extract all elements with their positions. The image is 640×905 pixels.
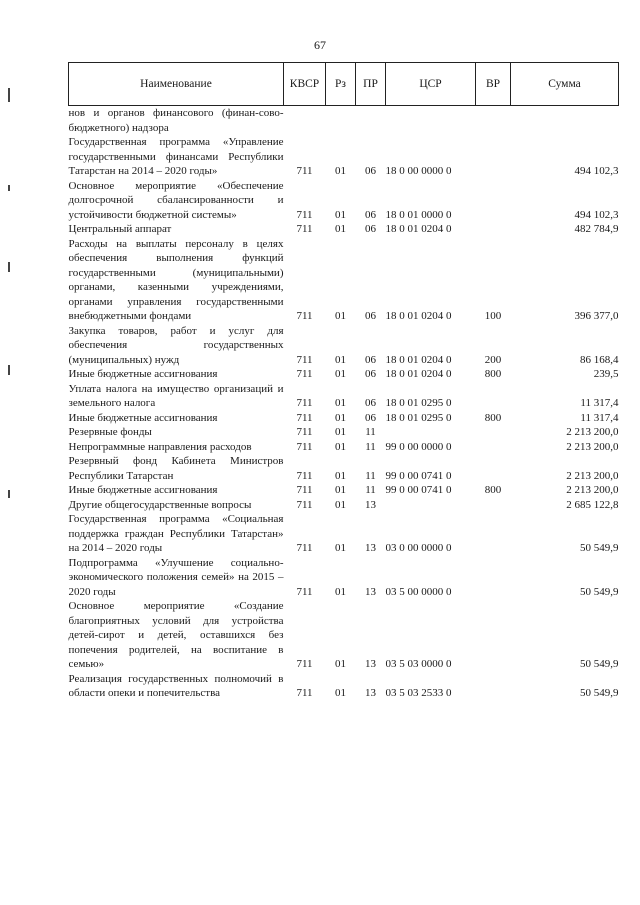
row-name: Государственная программа «Управление государственными финансами Республики Татарстан на 2014 – 2020 годы» xyxy=(68,136,284,177)
row-pr: 11 xyxy=(365,484,376,496)
row-name: Государственная программа «Социальная поддержка граждан Республики Татарстан» на 2014 – 2020 годы xyxy=(68,513,284,554)
row-rz: 01 xyxy=(335,440,346,453)
row-pr: 13 xyxy=(365,658,376,670)
table-header-row xyxy=(69,63,619,106)
row-pr: 11 xyxy=(365,440,376,453)
row-kvsr: 711 xyxy=(296,353,313,366)
row-sum: 11 317,4 xyxy=(580,411,619,424)
row-csr: 18 0 01 0204 0 xyxy=(385,368,452,380)
row-kvsr: 711 xyxy=(296,397,313,409)
row-name: Резервный фонд Кабинета Министров Республики Татарстан xyxy=(68,455,284,482)
table-row xyxy=(69,556,619,600)
row-vr xyxy=(476,512,511,556)
budget-table xyxy=(68,62,619,701)
row-rz: 01 xyxy=(335,484,346,496)
header-rz: Рз xyxy=(326,63,356,106)
row-sum: 11 317,4 xyxy=(580,397,619,409)
row-pr: 13 xyxy=(365,585,376,598)
row-kvsr: 711 xyxy=(296,411,313,424)
row-kvsr: 711 xyxy=(296,585,313,598)
row-kvsr: 711 xyxy=(296,658,313,670)
row-sum: 239,5 xyxy=(593,368,619,380)
row-csr: 18 0 01 0204 0 xyxy=(385,223,452,235)
row-pr: 06 xyxy=(365,208,376,221)
row-rz: 01 xyxy=(335,687,346,699)
table-row xyxy=(69,483,619,498)
row-name: Резервные фонды xyxy=(68,426,152,438)
row-pr: 06 xyxy=(365,310,376,322)
row-rz: 01 xyxy=(335,223,346,235)
row-pr xyxy=(356,106,386,136)
row-sum: 2 213 200,0 xyxy=(566,440,619,453)
row-name: Закупка товаров, работ и услуг для обеспечения государственных (муниципальных) нужд xyxy=(68,324,284,366)
row-csr: 18 0 01 0295 0 xyxy=(385,397,452,409)
table-row xyxy=(69,512,619,556)
row-sum: 50 549,9 xyxy=(580,542,619,554)
row-kvsr: 711 xyxy=(296,368,313,380)
header-pr: ПР xyxy=(356,63,386,106)
table-row xyxy=(69,411,619,426)
row-vr xyxy=(476,425,511,440)
row-rz: 01 xyxy=(335,208,346,221)
row-kvsr: 711 xyxy=(296,426,313,438)
row-vr xyxy=(476,454,511,483)
row-pr: 06 xyxy=(365,165,376,177)
row-name: Иные бюджетные ассигнования xyxy=(68,484,218,496)
table-row xyxy=(69,135,619,179)
row-name: Подпрограмма «Улучшение социально-экономического положения семей» на 2015 – 2020 годы xyxy=(68,556,284,598)
row-csr: 03 0 00 0000 0 xyxy=(385,542,452,554)
row-vr xyxy=(476,106,511,136)
scan-mark xyxy=(8,490,10,498)
row-name: Непрограммные направления расходов xyxy=(68,440,252,453)
row-kvsr: 711 xyxy=(296,484,313,496)
row-sum: 494 102,3 xyxy=(574,208,619,221)
row-sum: 494 102,3 xyxy=(574,165,619,177)
row-sum: 2 213 200,0 xyxy=(566,426,619,438)
row-vr xyxy=(476,672,511,701)
row-csr: 18 0 01 0204 0 xyxy=(385,353,452,366)
row-csr: 03 5 03 0000 0 xyxy=(385,658,452,670)
row-vr: 800 xyxy=(484,411,502,424)
row-rz: 01 xyxy=(335,165,346,177)
row-vr xyxy=(476,556,511,600)
row-pr: 06 xyxy=(365,368,376,380)
row-vr xyxy=(476,179,511,223)
row-rz xyxy=(326,106,356,136)
page-number: 67 xyxy=(314,38,326,52)
row-csr: 99 0 00 0000 0 xyxy=(385,440,452,453)
row-csr: 99 0 00 0741 0 xyxy=(385,469,452,482)
table-row xyxy=(69,222,619,237)
scan-mark xyxy=(8,262,10,272)
row-name: Другие общегосударственные вопросы xyxy=(68,498,252,511)
row-name: Расходы на выплаты персоналу в целях обеспечения выполнения функций государственными (муниципальными) органами, казенными учреждениями, органами управления государственными внебюджетными фондами xyxy=(68,237,284,322)
row-sum: 396 377,0 xyxy=(574,310,619,322)
row-sum: 50 549,9 xyxy=(580,585,619,598)
row-name: Иные бюджетные ассигнования xyxy=(68,411,218,424)
row-pr: 13 xyxy=(365,542,376,554)
row-pr: 13 xyxy=(365,687,376,699)
row-name: нов и органов финансового (финан-сово-бюджетного) надзора xyxy=(68,107,284,134)
row-csr: 18 0 01 0295 0 xyxy=(385,411,452,424)
row-name: Основное мероприятие «Обеспечение долгосрочной сбалансированности и устойчивости бюджетной системы» xyxy=(68,179,284,221)
table-body xyxy=(69,106,619,701)
row-pr: 11 xyxy=(365,426,376,438)
header-sum: Сумма xyxy=(511,63,619,106)
row-pr: 06 xyxy=(365,353,376,366)
row-sum: 482 784,9 xyxy=(574,223,619,235)
row-sum: 86 168,4 xyxy=(580,353,619,366)
row-sum: 2 213 200,0 xyxy=(566,469,619,482)
row-kvsr: 711 xyxy=(296,208,313,221)
row-vr: 800 xyxy=(484,484,502,496)
row-name: Основное мероприятие «Создание благоприятных условий для устройства детей-сирот и детей, оставшихся без попечения родителей, на воспитание в семью» xyxy=(68,600,284,670)
row-vr xyxy=(476,135,511,179)
row-kvsr: 711 xyxy=(296,223,313,235)
row-csr: 03 5 00 0000 0 xyxy=(385,585,452,598)
row-sum: 2 213 200,0 xyxy=(566,484,619,496)
row-vr xyxy=(476,498,511,513)
row-csr: 99 0 00 0741 0 xyxy=(385,484,452,496)
row-pr: 06 xyxy=(365,397,376,409)
row-sum: 50 549,9 xyxy=(580,687,619,699)
row-csr xyxy=(386,498,476,513)
row-csr xyxy=(386,425,476,440)
row-kvsr xyxy=(284,106,326,136)
row-rz: 01 xyxy=(335,658,346,670)
row-kvsr: 711 xyxy=(296,165,313,177)
row-pr: 06 xyxy=(365,411,376,424)
row-sum: 50 549,9 xyxy=(580,658,619,670)
row-vr xyxy=(476,222,511,237)
row-csr: 18 0 01 0000 0 xyxy=(385,208,452,221)
row-csr xyxy=(386,106,476,136)
table-row xyxy=(69,179,619,223)
row-rz: 01 xyxy=(335,542,346,554)
row-pr: 13 xyxy=(365,498,376,511)
row-name: Уплата налога на имущество организаций и земельного налога xyxy=(68,382,284,409)
row-rz: 01 xyxy=(335,310,346,322)
row-rz: 01 xyxy=(335,411,346,424)
table-row xyxy=(69,672,619,701)
row-kvsr: 711 xyxy=(296,440,313,453)
row-name: Иные бюджетные ассигнования xyxy=(68,368,218,380)
row-rz: 01 xyxy=(335,397,346,409)
row-rz: 01 xyxy=(335,585,346,598)
row-kvsr: 711 xyxy=(296,687,313,699)
row-rz: 01 xyxy=(335,498,346,511)
row-vr xyxy=(476,440,511,455)
scan-mark xyxy=(8,365,10,375)
row-rz: 01 xyxy=(335,426,346,438)
header-vr: ВР xyxy=(476,63,511,106)
scan-mark xyxy=(8,185,10,191)
header-name: Наименование xyxy=(69,63,284,106)
row-csr: 18 0 00 0000 0 xyxy=(385,165,452,177)
row-kvsr: 711 xyxy=(296,542,313,554)
row-kvsr: 711 xyxy=(296,310,313,322)
table-row xyxy=(69,425,619,440)
row-rz: 01 xyxy=(335,469,346,482)
row-rz: 01 xyxy=(335,368,346,380)
table-row xyxy=(69,440,619,455)
row-csr: 03 5 03 2533 0 xyxy=(385,687,452,699)
table-row xyxy=(69,599,619,672)
table-row xyxy=(69,454,619,483)
table-row xyxy=(69,324,619,368)
row-vr xyxy=(476,382,511,411)
table-row xyxy=(69,106,619,136)
row-vr: 100 xyxy=(484,310,502,322)
row-sum: 2 685 122,8 xyxy=(566,498,619,511)
table-row xyxy=(69,367,619,382)
row-name: Центральный аппарат xyxy=(68,223,172,235)
row-pr: 06 xyxy=(365,223,376,235)
row-vr xyxy=(476,599,511,672)
row-rz: 01 xyxy=(335,353,346,366)
table-row xyxy=(69,382,619,411)
row-vr: 200 xyxy=(484,353,502,366)
table-row xyxy=(69,498,619,513)
scan-mark xyxy=(8,88,10,102)
row-kvsr: 711 xyxy=(296,469,313,482)
row-kvsr: 711 xyxy=(296,498,313,511)
header-csr: ЦСР xyxy=(386,63,476,106)
row-name: Реализация государственных полномочий в области опеки и попечительства xyxy=(68,672,284,699)
header-kvsr: КВСР xyxy=(284,63,326,106)
row-sum xyxy=(511,106,619,136)
table-row xyxy=(69,237,619,324)
row-csr: 18 0 01 0204 0 xyxy=(385,310,452,322)
row-vr: 800 xyxy=(484,368,502,380)
row-pr: 11 xyxy=(365,469,376,482)
